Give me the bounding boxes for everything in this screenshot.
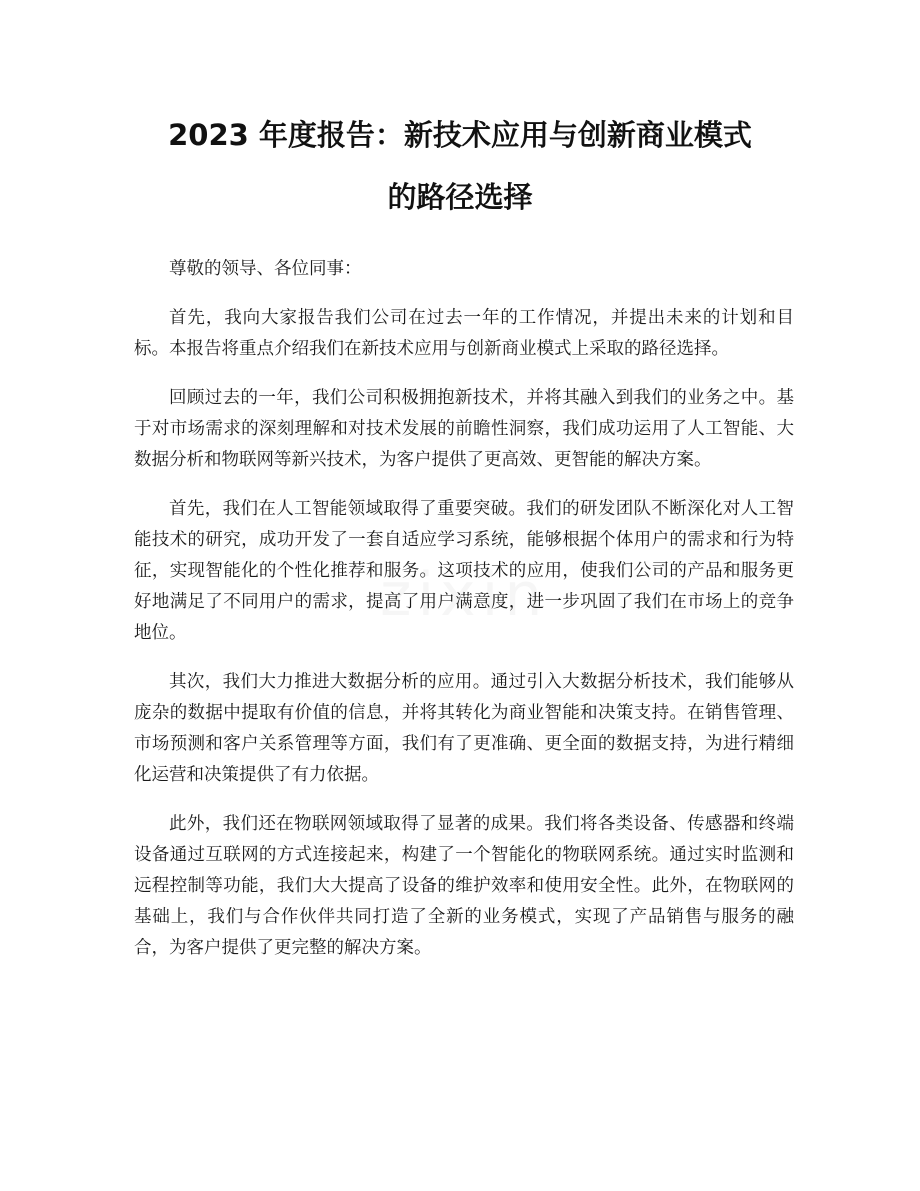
paragraph-salutation: 尊敬的领导、各位同事：	[169, 259, 362, 279]
paragraph: 其次，我们大力推进大数据分析的应用。通过引入大数据分析技术，我们能够从庞杂的数据中提取有价值的信息，并将其转化为商业智能和决策支持。在销售管理、市场预测和客户关系管理等方面，我们有了更准确、更全面的数据支持，为进行精细化运营和决策提供了有力依据。	[134, 672, 794, 785]
document-title	[110, 104, 810, 228]
paragraph: 首先，我向大家报告我们公司在过去一年的工作情况，并提出未来的计划和目标。本报告将重点介绍我们在新技术应用与创新商业模式上采取的路径选择。	[134, 308, 794, 359]
paragraph: 首先，我们在人工智能领域取得了重要突破。我们的研发团队不断深化对人工智能技术的研究，成功开发了一套自适应学习系统，能够根据个体用户的需求和行为特征，实现智能化的个性化推荐和服务。这项技术的应用，使我们公司的产品和服务更好地满足了不同用户的需求，提高了用户满意度，进一步巩固了我们在市场上的竞争地位。	[134, 499, 794, 643]
document-body	[134, 254, 794, 982]
title-line-2: 的路径选择	[387, 180, 533, 214]
paragraph: 回顾过去的一年，我们公司积极拥抱新技术，并将其融入到我们的业务之中。基于对市场需求的深刻理解和对技术发展的前瞻性洞察，我们成功运用了人工智能、大数据分析和物联网等新兴技术，为客户提供了更高效、更智能的解决方案。	[134, 388, 794, 470]
title-line-1: 2023 年度报告：新技术应用与创新商业模式	[168, 118, 752, 152]
paragraph: 此外，我们还在物联网领域取得了显著的成果。我们将各类设备、传感器和终端设备通过互联网的方式连接起来，构建了一个智能化的物联网系统。通过实时监测和远程控制等功能，我们大大提高了设备的维护效率和使用安全性。此外，在物联网的基础上，我们与合作伙伴共同打造了全新的业务模式，实现了产品销售与服务的融合，为客户提供了更完整的解决方案。	[134, 814, 794, 958]
